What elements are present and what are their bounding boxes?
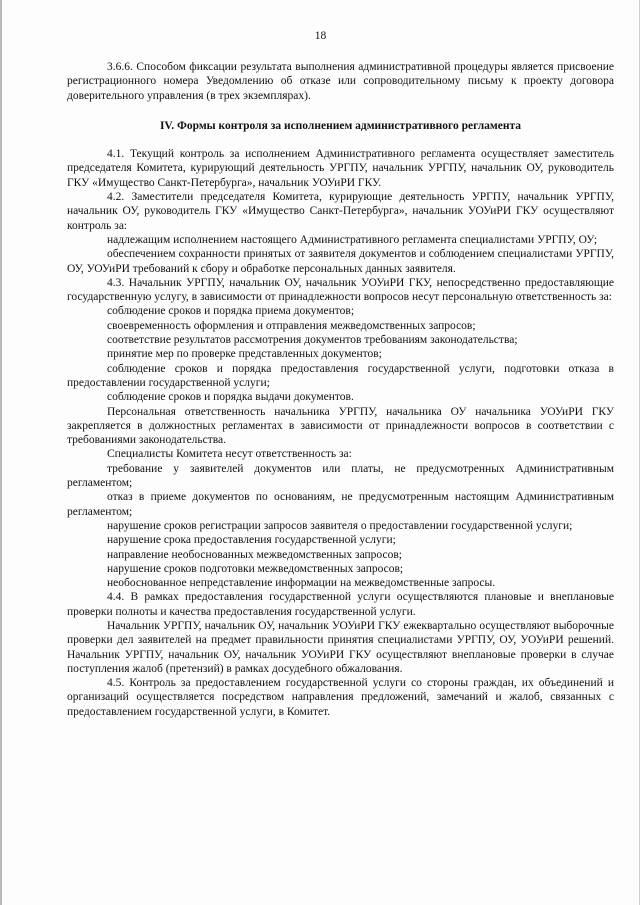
list-item: необоснованное непредставление информации на межведомственные запросы. bbox=[107, 577, 496, 590]
paragraph-4-1: 4.1. Текущий контроль за исполнением Административного регламента осуществляет заместитель председателя Комитета, курирующий деятельность УРГПУ, начальник УРГПУ, начальник ОУ, руководитель ГКУ «Имущество Санкт-Петербурга», начальник УОУиРИ ГКУ. bbox=[67, 148, 614, 189]
paragraph-3-6-6: 3.6.6. Способом фиксации результата выполнения административной процедуры является присвоение регистрационного номера Уведомлению об отказе или сопроводительному письму к проекту договора доверительного управления (в трех экземплярах). bbox=[67, 61, 614, 102]
list-item: направление необоснованных межведомственных запросов; bbox=[107, 548, 402, 561]
paragraph-4-4: 4.4. В рамках предоставления государственной услуги осуществляются плановые и внеплановые проверки полноты и качества предоставления государственной услуги. bbox=[67, 591, 614, 618]
page-number: 18 bbox=[314, 30, 327, 42]
list-item: соблюдение сроков и порядка приема документов; bbox=[107, 305, 355, 318]
paragraph-personal-responsibility: Персональная ответственность начальника УРГПУ, начальника ОУ начальника УОУиРИ ГКУ закрепляется в должностных регламентах в зависимости от принадлежности вопросов в соответствии с требованиями законодательства. bbox=[67, 405, 614, 447]
section-heading: IV. Формы контроля за исполнением административного регламента bbox=[159, 119, 522, 132]
list-item: требование у заявителей документов или платы, не предусмотренных Административным регламентом; bbox=[67, 462, 614, 490]
list-item: принятие мер по проверке представленных документов; bbox=[107, 348, 382, 361]
list-item: нарушение сроков подготовки межведомственных запросов; bbox=[107, 562, 404, 575]
paragraph-4-3: 4.3. Начальник УРГПУ, начальник ОУ, начальник УОУиРИ ГКУ, непосредственно предоставляющие государственную услугу, в зависимости от принадлежности вопросов несут персональную ответственность за: bbox=[67, 276, 614, 304]
list-item: нарушение сроков регистрации запросов заявителя о предоставлении государственной услуги; bbox=[107, 519, 573, 532]
paragraph-quarterly-checks: Начальник УРГПУ, начальник ОУ, начальник УОУиРИ ГКУ ежеквартально осуществляют выборочные проверки дел заявителей на предмет правильности принятия специалистами УРГПУ, ОУ, УОУиРИ решений. Начальник УРГПУ, начальник ОУ, начальник УОУиРИ ГКУ осуществляют внеплановые проверки в случае поступления жалоб (претензий) в рамках досудебного обжалования. bbox=[67, 619, 614, 675]
paragraph-4-5: 4.5. Контроль за предоставлением государственной услуги со стороны граждан, их объединений и организаций осуществляется посредством направления предложений, замечаний и жалоб, связанных с предоставлением государственной услуги, в Комитет. bbox=[67, 677, 614, 718]
list-item: надлежащим исполнением настоящего Административного регламента специалистами УРГПУ, ОУ; bbox=[107, 233, 598, 246]
list-item: соответствие результатов рассмотрения документов требованиям законодательства; bbox=[107, 334, 518, 347]
list-item: своевременность оформления и отправления межведомственных запросов; bbox=[107, 319, 476, 332]
list-item: обеспечением сохранности принятых от заявителя документов и соблюдением специалистами УРГПУ, ОУ, УОУиРИ требований к сбору и обработке персональных данных заявителя. bbox=[67, 248, 614, 275]
list-item: соблюдение сроков и порядка предоставления государственной услуги, подготовки отказа в предоставлении государственной услуги; bbox=[67, 362, 614, 389]
list-item: соблюдение сроков и порядка выдачи документов. bbox=[107, 391, 354, 404]
list-item: отказ в приеме документов по основаниям, не предусмотренным настоящим Административным регламентом; bbox=[67, 491, 614, 518]
paragraph-specialists: Специалисты Комитета несут ответственность за: bbox=[107, 448, 352, 461]
list-item: нарушение срока предоставления государственной услуги; bbox=[107, 534, 396, 547]
paragraph-4-2: 4.2. Заместители председателя Комитета, курирующие деятельность УРГПУ, начальник УРГПУ, начальник ОУ, руководитель ГКУ «Имущество Санкт-Петербурга», начальник УОУиРИ ГКУ осуществляют контроль за: bbox=[67, 191, 614, 232]
document-body bbox=[67, 60, 614, 719]
